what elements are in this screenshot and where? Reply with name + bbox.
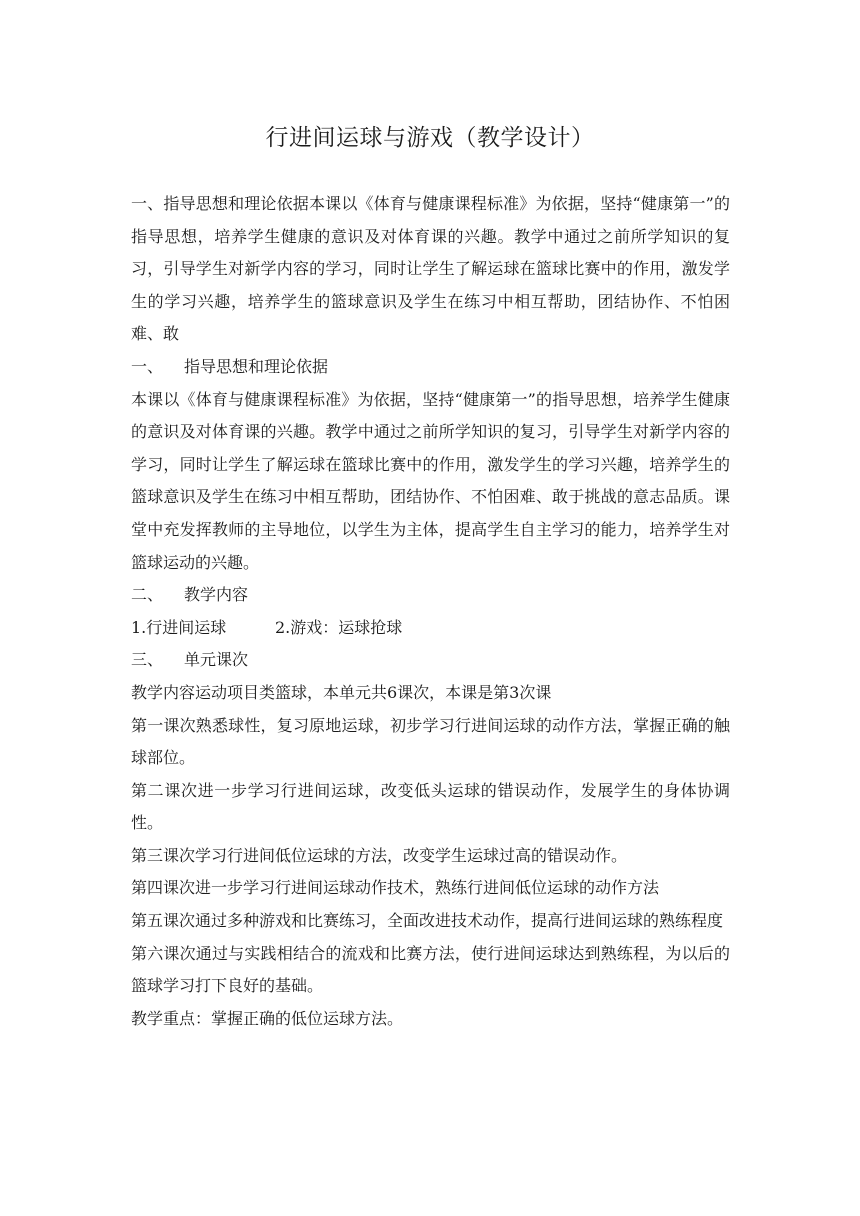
key-point: 教学重点：掌握正确的低位运球方法。 <box>131 1008 404 1028</box>
lesson-item: 第五课次通过多种游戏和比赛练习，全面改进技术动作，提高行进间运球的熟练程度 <box>131 911 724 931</box>
section-heading-2 <box>131 579 730 612</box>
lesson-item: 第四课次进一步学习行进间运球动作技术，熟练行进间低位运球的动作方法 <box>131 878 660 898</box>
section-heading-3 <box>131 644 730 677</box>
section-1-paragraph: 本课以《体育与健康课程标准》为依据，坚持“健康第一”的指导思想，培养学生健康的意识及对体育课的兴趣。教学中通过之前所学知识的复习，引导学生对新学内容的学习，同时让学生了解运球在篮球比赛中的作用，激发学生的学习兴趣，培养学生的篮球意识及学生在练习中相互帮助，团结协作、不怕困难、敢于挑战的意志品质。课堂中充发挥教师的主导地位，以学生为主体，提高学生自主学习的能力，培养学生对篮球运动的兴趣。 <box>131 389 730 572</box>
content-item-1: 1.行进间运球 <box>131 617 227 637</box>
unit-overview: 教学内容运动项目类篮球，本单元共6课次，本课是第3次课 <box>131 682 552 702</box>
document-title: 行进间运球与游戏（教学设计） <box>265 125 595 151</box>
section-number-3: 三、 <box>131 650 164 670</box>
section-heading-1 <box>131 351 730 384</box>
lesson-item: 第三课次学习行进间低位运球的方法，改变学生运球过高的错误动作。 <box>131 845 628 865</box>
lesson-item: 第六课次通过与实践相结合的流戏和比赛方法，使行进间运球达到熟练程，为以后的篮球学习打下良好的基础。 <box>131 943 730 996</box>
section-title-3: 单元课次 <box>184 650 249 670</box>
lesson-item: 第一课次熟悉球性，复习原地运球，初步学习行进间运球的动作方法，掌握正确的触球部位。 <box>131 715 730 768</box>
section-number-2: 二、 <box>131 585 164 605</box>
document-body <box>131 188 730 1035</box>
section-title-1: 指导思想和理论依据 <box>184 356 329 376</box>
section-number-1: 一、 <box>131 356 164 376</box>
content-item-2: 2.游戏：运球抢球 <box>275 617 403 637</box>
section-title-2: 教学内容 <box>184 585 249 605</box>
intro-paragraph: 一、指导思想和理论依据本课以《体育与健康课程标准》为依据，坚持“健康第一”的指导思想，培养学生健康的意识及对体育课的兴趣。教学中通过之前所学知识的复习，引导学生对新学内容的学习，同时让学生了解运球在篮球比赛中的作用，激发学生的学习兴趣，培养学生的篮球意识及学生在练习中相互帮助，团结协作、不怕困难、敢 <box>131 194 730 344</box>
lesson-item: 第二课次进一步学习行进间运球，改变低头运球的错误动作，发展学生的身体协调性。 <box>131 780 730 833</box>
teaching-content-list <box>131 612 730 645</box>
